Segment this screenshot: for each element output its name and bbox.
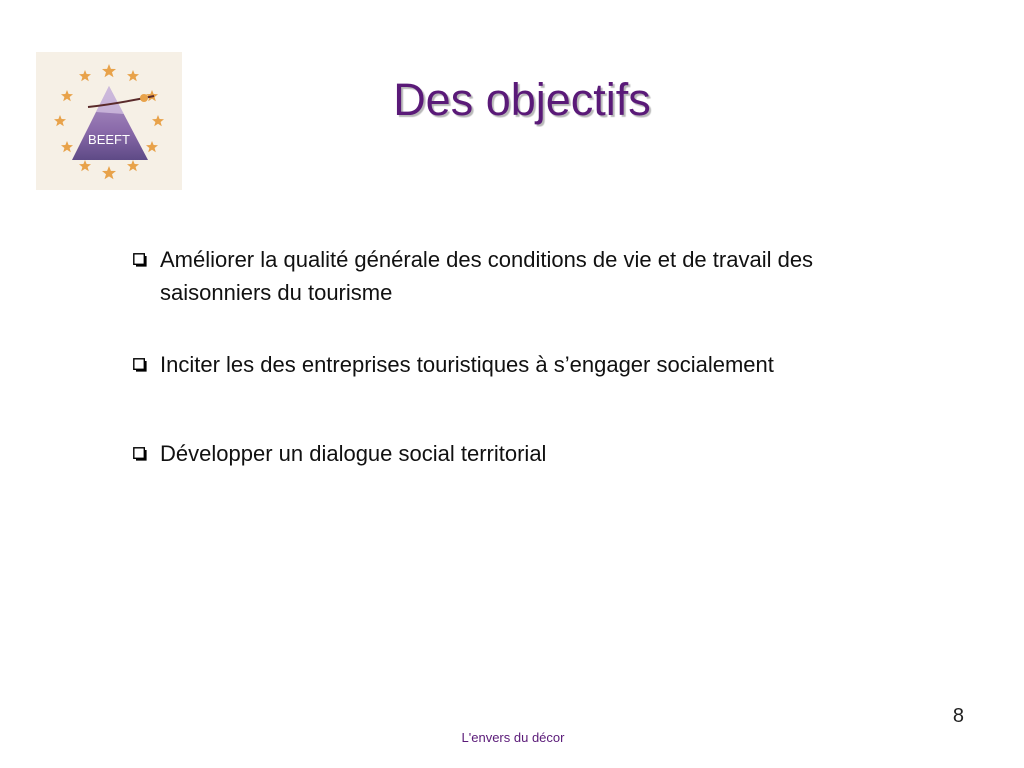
checkbox-bullet-icon [133, 253, 147, 267]
list-item [130, 348, 880, 381]
checkbox-bullet-icon [133, 447, 147, 461]
checkbox-bullet-icon [133, 358, 147, 372]
bullet-text: Inciter les des entreprises touristiques à s’engager socialement [160, 352, 774, 377]
bullet-text: Améliorer la qualité générale des conditions de vie et de travail des saisonniers du tourisme [160, 247, 814, 305]
slide-title: Des objectifs [393, 74, 651, 125]
page-number: 8 [952, 705, 964, 727]
list-item [130, 437, 880, 470]
footer-text: L'envers du décor [461, 730, 565, 745]
logo-text: BEEFT [88, 132, 130, 147]
bullet-text: Développer un dialogue social territorial [160, 441, 547, 466]
list-item [130, 243, 880, 309]
